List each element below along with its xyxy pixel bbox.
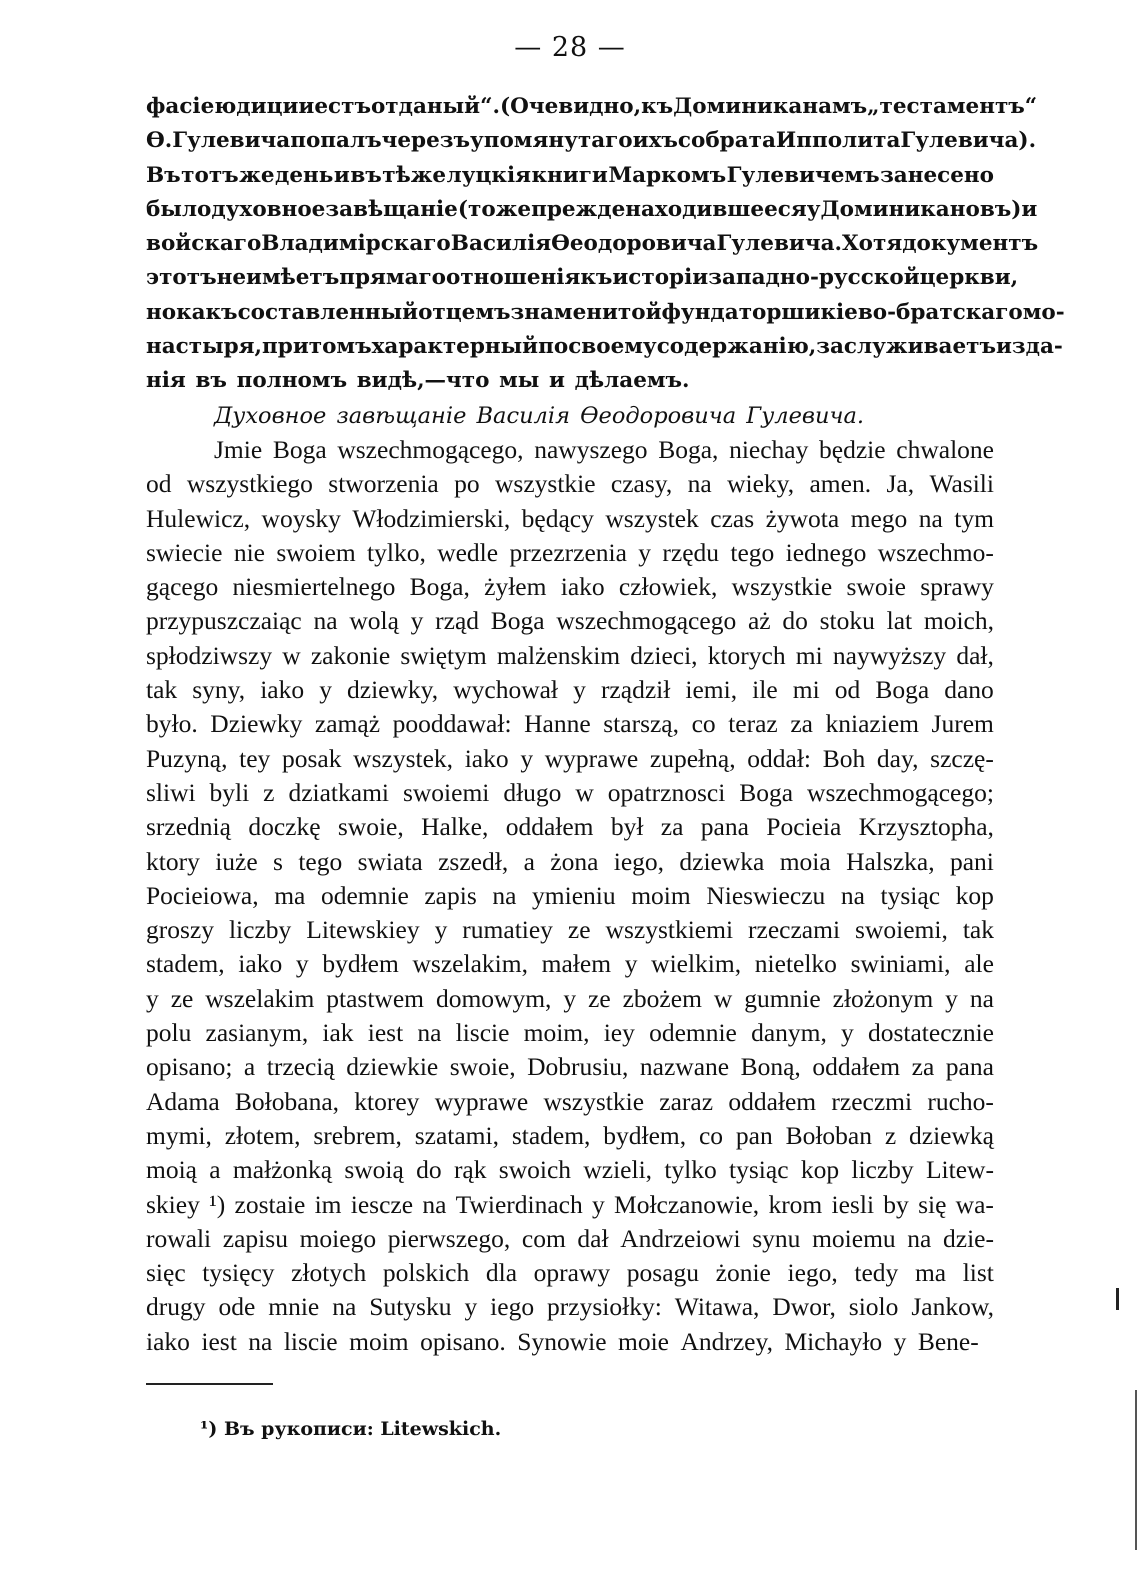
text-line: этотъ не имѣетъ прямаго отношенія къ исторіи западно-русской церкви, (146, 265, 1019, 291)
text-line: przypuszczaiąc na wolą y rząd Boga wszechmogącego aż do stoku lat moich, (146, 606, 994, 636)
text-line: stadem, iako y bydłem wszelakim, małem y wielkim, nietelko swiniami, ale (146, 949, 994, 979)
text-line: skiey ¹) zostaie im iescze na Twierdinach y Mołczanowie, krom iesli by się wa- (146, 1189, 994, 1219)
text-line: drugy ode mnie na Sutysku y iego przysiołky: Witawa, Dwor, siolo Jankow, (146, 1292, 994, 1322)
text-line: polu zasianym, iak iest na liscie moim, iey odemnie danym, y dostatecznie (146, 1018, 994, 1048)
text-line: настыря, притомъ характерный по своему содержанію, заслуживаетъ изда- (146, 334, 1063, 360)
text-line: Hulewicz, woysky Włodzimierski, będący wszystek czas żywota mego na tym (146, 503, 994, 533)
text-line: od wszystkiego stworzenia po wszystkie czasy, na wieky, amen. Ja, Wasili (146, 469, 994, 499)
text-line: y ze wszelakim ptastwem domowym, y ze zbożem w gumnie złożonym y na (146, 983, 994, 1013)
footnote-marker: ¹) (200, 1418, 218, 1440)
text-line: Adama Bołobana, ktorey wyprawe wszystkie zaraz oddałem rzeczmi rucho- (146, 1086, 994, 1116)
text-line: iako iest na liscie moim opisano. Synowie moie Andrzey, Michayło y Bene- (146, 1326, 979, 1356)
text-line: Въ тотъ же день и въ тѣже луцкія книги Маркомъ Гулевичемъ занесено (146, 162, 994, 188)
text-line: фасіе юдиции естъ отданый“. (Очевидно, къ Доминиканамъ „тестаментъ“ (146, 94, 1038, 119)
text-line: mymi, złotem, srebrem, szatami, stadem, bydłem, co pan Bołoban z dziewką (146, 1120, 994, 1150)
page-number: — 28 — (514, 32, 626, 63)
text-line: но какъ составленный отцемъ знаменитой фундаторши кіево-братскаго мо- (146, 299, 1065, 325)
text-line: spłodziwszy w zakonie swiętym malżenskim dzieci, ktorych mi naywyższy dał, (146, 640, 994, 670)
footnote-text: Въ рукописи: Litewskich. (223, 1418, 502, 1440)
text-line: войскаго Владимірскаго Василія Ѳеодоровича Гулевича. Хотя документъ (146, 231, 1039, 257)
text-line: Jmie Boga wszechmogącego, nawyszego Boga, niechay będzie chwalone (214, 434, 994, 464)
text-line: Puzyną, tey posak wszystek, iako y wyprawe zupełną, oddał: Boh day, szczę- (146, 743, 994, 773)
text-line: opisano; a trzecią dziewkie swoie, Dobrusiu, nazwane Boną, oddałem za pana (146, 1052, 994, 1082)
footnote (200, 1418, 501, 1440)
text-line: ktory iuże s tego swiata zszedł, a żona iego, dziewka moia Halszka, pani (146, 846, 994, 876)
text-line: tak syny, iako y dziewky, wychował y rządził iemi, ile mi od Boga dano (146, 675, 994, 705)
text-line: swiecie nie swoiem tylko, wedle przezrzenia y rzędu tego iednego wszechmo- (146, 537, 994, 567)
text-line: Ѳ. Гулевича попалъ черезъ упомянутаго ихъ собрата Ипполита Гулевича). (146, 128, 1037, 154)
footnote-divider (146, 1383, 273, 1385)
text-line: moią a małżonką swoią do rąk swoich wzieli, tylko tysiąc kop liczby Litew- (146, 1155, 994, 1185)
text-line: gącego niesmiertelnego Boga, żyłem iako człowiek, wszystkie swoie sprawy (146, 572, 994, 602)
text-line: rowali zapisu moiego pierwszego, com dał Andrzeiowi synu moiemu na dzie- (146, 1223, 994, 1253)
text-line: нія въ полномъ видѣ,—что мы и дѣлаемъ. (146, 368, 690, 394)
text-line: srzednią doczkę swoie, Halke, oddałem był za pana Pocieia Krzysztopha, (146, 812, 994, 842)
text-line: Pocieiowa, ma odemnie zapis na ymieniu moim Nieswieczu na tysiąc kop (146, 880, 994, 910)
text-line: sięc tysięcy złotych polskich dla oprawy posagu żonie iego, tedy ma list (146, 1258, 994, 1288)
text-line: groszy liczby Litewskiey y rumatiey ze wszystkiemi rzeczami swoiemi, tak (146, 915, 994, 945)
text-line: sliwi byli z dziatkami swoiemi długo w opatrznosci Boga wszechmogącego; (146, 777, 994, 807)
text-line: было духовное завѣщаніе (тоже прежде находившееся у Доминикановъ) и (146, 196, 1038, 222)
text-line: było. Dziewky zamąż pooddawał: Hanne starszą, co teraz za kniaziem Jurem (146, 709, 994, 739)
scan-edge-mark (1135, 1390, 1137, 1550)
text-line: Духовное завѣщаніе Василія Ѳеодоровича Гулевича. (214, 402, 865, 429)
body-text (146, 90, 1065, 1359)
scan-edge-mark (1116, 1288, 1119, 1310)
